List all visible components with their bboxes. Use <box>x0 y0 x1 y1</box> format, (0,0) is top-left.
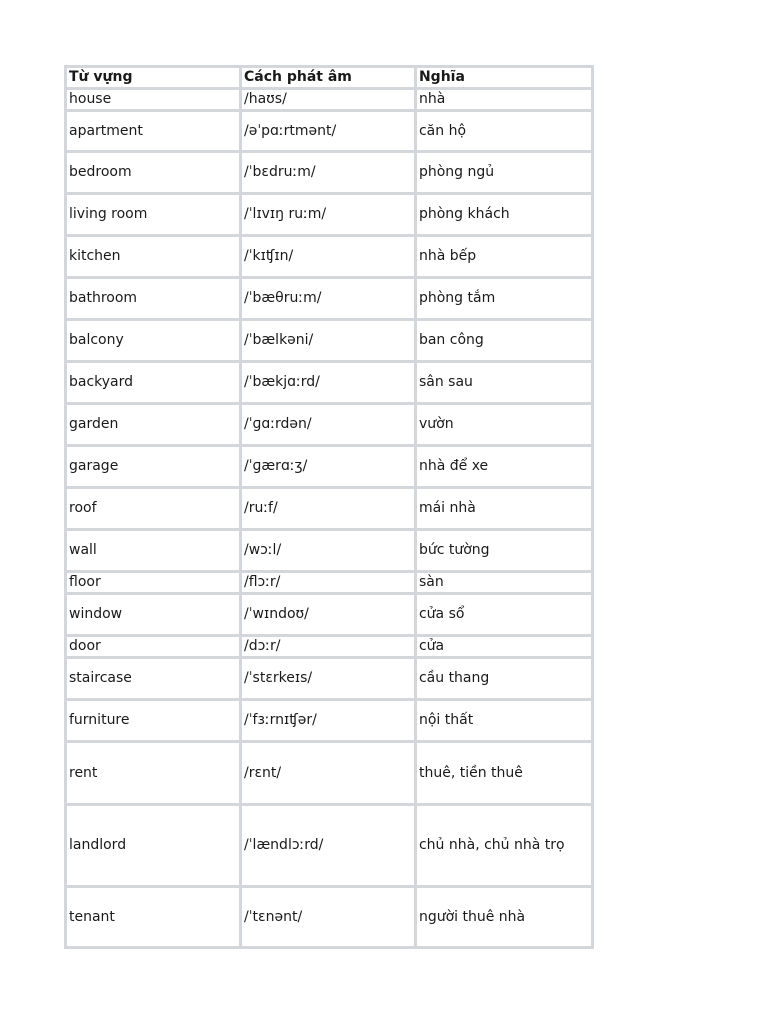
vocab-word-cell: bedroom <box>67 153 239 192</box>
pronunciation-cell: /ˈstɛrkeɪs/ <box>242 659 414 698</box>
table-row <box>67 90 591 109</box>
pronunciation-cell: /ˈfɜːrnɪʧər/ <box>242 701 414 740</box>
pronunciation-cell: /dɔːr/ <box>242 637 414 656</box>
meaning-cell: cửa sổ <box>417 595 591 634</box>
table-row <box>67 279 591 318</box>
vocab-word-cell: rent <box>67 743 239 803</box>
meaning-cell: sàn <box>417 573 591 592</box>
vocab-word-cell: staircase <box>67 659 239 698</box>
pronunciation-cell: /ˈlændlɔːrd/ <box>242 806 414 885</box>
pronunciation-cell: /ˈbælkəni/ <box>242 321 414 360</box>
header-pronunciation: Cách phát âm <box>242 68 414 87</box>
table-header-row <box>67 68 591 87</box>
vocab-word-cell: balcony <box>67 321 239 360</box>
vocab-word-cell: roof <box>67 489 239 528</box>
pronunciation-cell: /flɔːr/ <box>242 573 414 592</box>
vocabulary-table <box>64 65 594 949</box>
table-row <box>67 405 591 444</box>
vocab-word-cell: wall <box>67 531 239 570</box>
table-body <box>67 90 591 946</box>
pronunciation-cell: /ˈbɛdruːm/ <box>242 153 414 192</box>
pronunciation-cell: /ˈkɪʧɪn/ <box>242 237 414 276</box>
meaning-cell: chủ nhà, chủ nhà trọ <box>417 806 591 885</box>
table-row <box>67 701 591 740</box>
meaning-cell: vườn <box>417 405 591 444</box>
meaning-cell: nội thất <box>417 701 591 740</box>
pronunciation-cell: /haʊs/ <box>242 90 414 109</box>
vocab-word-cell: apartment <box>67 112 239 150</box>
vocab-word-cell: backyard <box>67 363 239 402</box>
meaning-cell: mái nhà <box>417 489 591 528</box>
table-row <box>67 806 591 885</box>
pronunciation-cell: /əˈpɑːrtmənt/ <box>242 112 414 150</box>
pronunciation-cell: /ˈlɪvɪŋ ruːm/ <box>242 195 414 234</box>
vocab-word-cell: furniture <box>67 701 239 740</box>
table-row <box>67 237 591 276</box>
table-row <box>67 112 591 150</box>
meaning-cell: phòng khách <box>417 195 591 234</box>
table-row <box>67 195 591 234</box>
vocab-word-cell: living room <box>67 195 239 234</box>
meaning-cell: cầu thang <box>417 659 591 698</box>
vocab-word-cell: door <box>67 637 239 656</box>
vocab-word-cell: floor <box>67 573 239 592</box>
meaning-cell: nhà <box>417 90 591 109</box>
table-row <box>67 489 591 528</box>
meaning-cell: nhà để xe <box>417 447 591 486</box>
meaning-cell: nhà bếp <box>417 237 591 276</box>
meaning-cell: thuê, tiền thuê <box>417 743 591 803</box>
meaning-cell: người thuê nhà <box>417 888 591 946</box>
meaning-cell: bức tường <box>417 531 591 570</box>
vocab-word-cell: bathroom <box>67 279 239 318</box>
vocab-word-cell: house <box>67 90 239 109</box>
pronunciation-cell: /rɛnt/ <box>242 743 414 803</box>
pronunciation-cell: /ruːf/ <box>242 489 414 528</box>
table-row <box>67 659 591 698</box>
table-row <box>67 531 591 570</box>
table-row <box>67 595 591 634</box>
header-meaning: Nghĩa <box>417 68 591 87</box>
vocab-word-cell: kitchen <box>67 237 239 276</box>
table-row <box>67 888 591 946</box>
pronunciation-cell: /ˈɡɑːrdən/ <box>242 405 414 444</box>
table-row <box>67 363 591 402</box>
meaning-cell: sân sau <box>417 363 591 402</box>
pronunciation-cell: /ˈtɛnənt/ <box>242 888 414 946</box>
table-row <box>67 321 591 360</box>
meaning-cell: phòng tắm <box>417 279 591 318</box>
pronunciation-cell: /wɔːl/ <box>242 531 414 570</box>
meaning-cell: cửa <box>417 637 591 656</box>
vocab-word-cell: garage <box>67 447 239 486</box>
meaning-cell: phòng ngủ <box>417 153 591 192</box>
table-row <box>67 573 591 592</box>
vocab-word-cell: window <box>67 595 239 634</box>
vocab-word-cell: tenant <box>67 888 239 946</box>
vocab-word-cell: landlord <box>67 806 239 885</box>
vocab-word-cell: garden <box>67 405 239 444</box>
header-word: Từ vựng <box>67 68 239 87</box>
table-row <box>67 447 591 486</box>
table-row <box>67 743 591 803</box>
meaning-cell: căn hộ <box>417 112 591 150</box>
pronunciation-cell: /ˈɡærɑːʒ/ <box>242 447 414 486</box>
pronunciation-cell: /ˈbækjɑːrd/ <box>242 363 414 402</box>
table-row <box>67 153 591 192</box>
meaning-cell: ban công <box>417 321 591 360</box>
pronunciation-cell: /ˈwɪndoʊ/ <box>242 595 414 634</box>
table-row <box>67 637 591 656</box>
pronunciation-cell: /ˈbæθruːm/ <box>242 279 414 318</box>
